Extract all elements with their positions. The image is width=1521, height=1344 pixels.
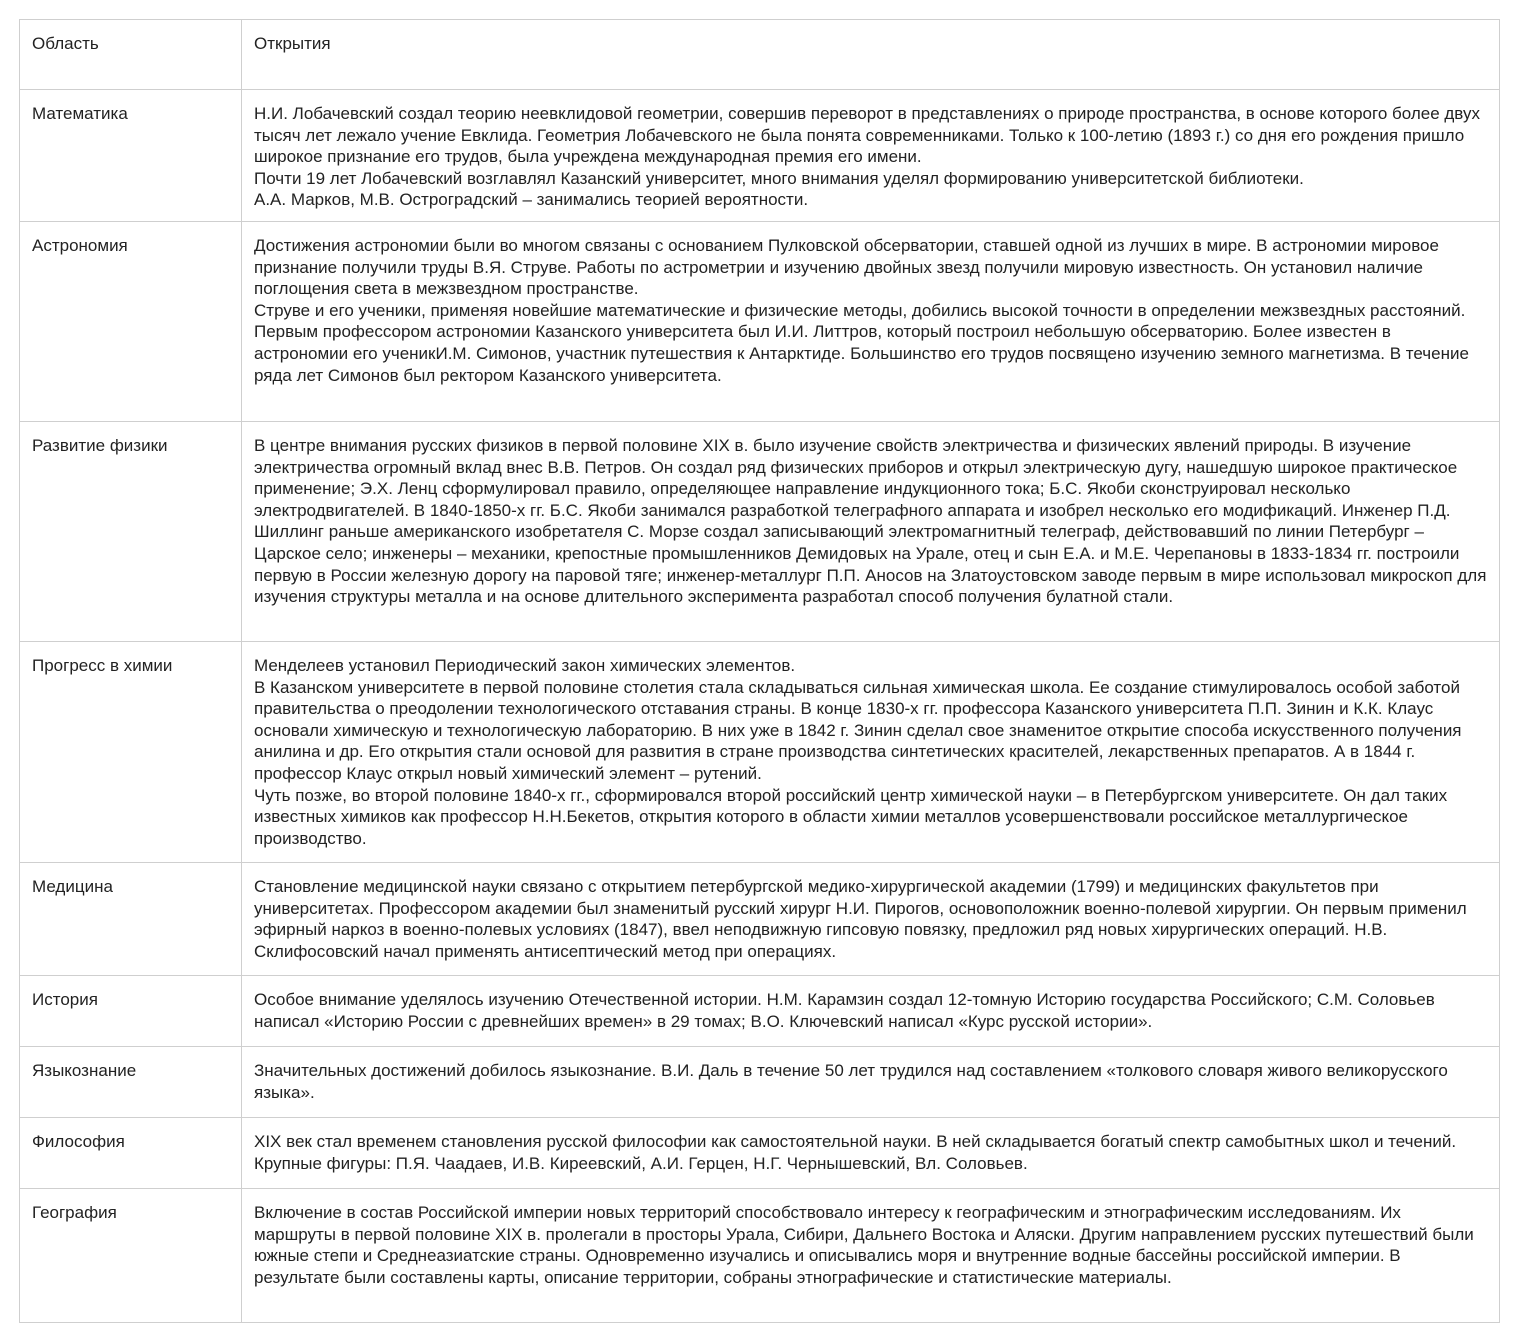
discoveries-cell: Достижения астрономии были во многом связаны с основанием Пулковской обсерватории, ставшей одной из лучших в мире. В астрономии мировое признание получили труды В.Я. Струве. Работы по астрометрии и изучению двойных звезд получили мировую известность. Он установил наличие поглощения света в межзвездном пространстве. Струве и его ученики, применяя новейшие математические и физические методы, добились высокой точности в определении межзвездных расстояний. Первым профессором астрономии Казанского университета был И.И. Литтров, который построил небольшую обсерваторию. Более известен в астрономии его ученикИ.М. Симонов, участник путешествия к Антарктиде. Большинство его трудов посвящено изучению земного магнетизма. В течение ряда лет Симонов был ректором Казанского университета. xyxy=(242,222,1500,422)
area-cell: География xyxy=(20,1189,242,1323)
discoveries-cell: Становление медицинской науки связано с открытием петербургской медико-хирургической академии (1799) и медицинских факультетов при университетах. Профессором академии был знаменитый русский хирург Н.И. Пирогов, основоположник военно-полевой хирургии. Он первым применил эфирный наркоз в военно-полевых условиях (1847), ввел неподвижную гипсовую повязку, предложил ряд новых хирургических операций. Н.В. Склифосовский начал применять антисептический метод при операциях. xyxy=(242,863,1500,976)
table-row xyxy=(20,642,1500,863)
area-cell: История xyxy=(20,976,242,1047)
table-row xyxy=(20,422,1500,642)
discoveries-cell: Н.И. Лобачевский создал теорию неевклидовой геометрии, совершив переворот в представлениях о природе пространства, в основе которого более двух тысяч лет лежало учение Евклида. Геометрия Лобачевского не была понята современниками. Только к 100-летию (1893 г.) со дня его рождения пришло широкое признание его трудов, была учреждена международная премия его имени. Почти 19 лет Лобачевский возглавлял Казанский университет, много внимания уделял формированию университетской библиотеки. А.А. Марков, М.В. Остроградский – занимались теорией вероятности. xyxy=(242,90,1500,222)
area-cell: Языкознание xyxy=(20,1047,242,1118)
area-cell: Математика xyxy=(20,90,242,222)
area-cell: Медицина xyxy=(20,863,242,976)
table-row xyxy=(20,1118,1500,1189)
discoveries-cell: XIX век стал временем становления русской философии как самостоятельной науки. В ней складывается богатый спектр самобытных школ и течений. Крупные фигуры: П.Я. Чаадаев, И.В. Киреевский, А.И. Герцен, Н.Г. Чернышевский, Вл. Соловьев. xyxy=(242,1118,1500,1189)
table-row xyxy=(20,90,1500,222)
table-row xyxy=(20,976,1500,1047)
header-discoveries: Открытия xyxy=(242,20,1500,90)
discoveries-cell: Особое внимание уделялось изучению Отечественной истории. Н.М. Карамзин создал 12-томную Историю государства Российского; С.М. Соловьев написал «Историю России с древнейших времен» в 29 томах; В.О. Ключевский написал «Курс русской истории». xyxy=(242,976,1500,1047)
table-row xyxy=(20,1189,1500,1323)
area-cell: Прогресс в химии xyxy=(20,642,242,863)
table-row xyxy=(20,863,1500,976)
discoveries-cell: Включение в состав Российской империи новых территорий способствовало интересу к географическим и этнографическим исследованиям. Их маршруты в первой половине XIX в. пролегали в просторы Урала, Сибири, Дальнего Востока и Аляски. Другим направлением русских путешествий были южные степи и Среднеазиатские страны. Одновременно изучались и описывались моря и внутренние водные бассейны российской империи. В результате были составлены карты, описание территории, собраны этнографические и статистические материалы. xyxy=(242,1189,1500,1323)
discoveries-cell: Значительных достижений добилось языкознание. В.И. Даль в течение 50 лет трудился над составлением «толкового словаря живого великорусского языка». xyxy=(242,1047,1500,1118)
table-row xyxy=(20,1047,1500,1118)
header-area: Область xyxy=(20,20,242,90)
area-cell: Развитие физики xyxy=(20,422,242,642)
area-cell: Философия xyxy=(20,1118,242,1189)
discoveries-cell: Менделеев установил Периодический закон химических элементов. В Казанском университете в первой половине столетия стала складываться сильная химическая школа. Ее создание стимулировалось особой заботой правительства о преодолении технологического отставания страны. В конце 1830-х гг. профессора Казанского университета П.П. Зинин и К.К. Клаус основали химическую и технологическую лабораторию. В них уже в 1842 г. Зинин сделал свое знаменитое открытие способа искусственного получения анилина и др. Его открытия стали основой для развития в стране производства синтетических красителей, лекарственных препаратов. А в 1844 г. профессор Клаус открыл новый химический элемент – рутений. Чуть позже, во второй половине 1840-х гг., сформировался второй российский центр химической науки – в Петербургском университете. Он дал таких известных химиков как профессор Н.Н.Бекетов, открытия которого в области химии металлов усовершенствовали российское металлургическое производство. xyxy=(242,642,1500,863)
discoveries-cell: В центре внимания русских физиков в первой половине XIX в. было изучение свойств электричества и физических явлений природы. В изучение электричества огромный вклад внес В.В. Петров. Он создал ряд физических приборов и открыл электрическую дугу, нашедшую широкое практическое применение; Э.Х. Ленц сформулировал правило, определяющее направление индукционного тока; Б.С. Якоби сконструировал несколько электродвигателей. В 1840-1850-х гг. Б.С. Якоби занимался разработкой телеграфного аппарата и изобрел несколько его модификаций. Инженер П.Д. Шиллинг раньше американского изобретателя С. Морзе создал записывающий электромагнитный телеграф, действовавший по линии Петербург – Царское село; инженеры – механики, крепостные промышленников Демидовых на Урале, отец и сын Е.А. и М.Е. Черепановы в 1833-1834 гг. построили первую в России железную дорогу на паровой тяге; инженер-металлург П.П. Аносов на Златоустовском заводе первым в мире использовал микроскоп для изучения структуры металла и на основе длительного эксперимента разработал способ получения булатной стали. xyxy=(242,422,1500,642)
table-row xyxy=(20,222,1500,422)
area-cell: Астрономия xyxy=(20,222,242,422)
discoveries-table xyxy=(19,19,1500,1323)
table-header-row xyxy=(20,20,1500,90)
